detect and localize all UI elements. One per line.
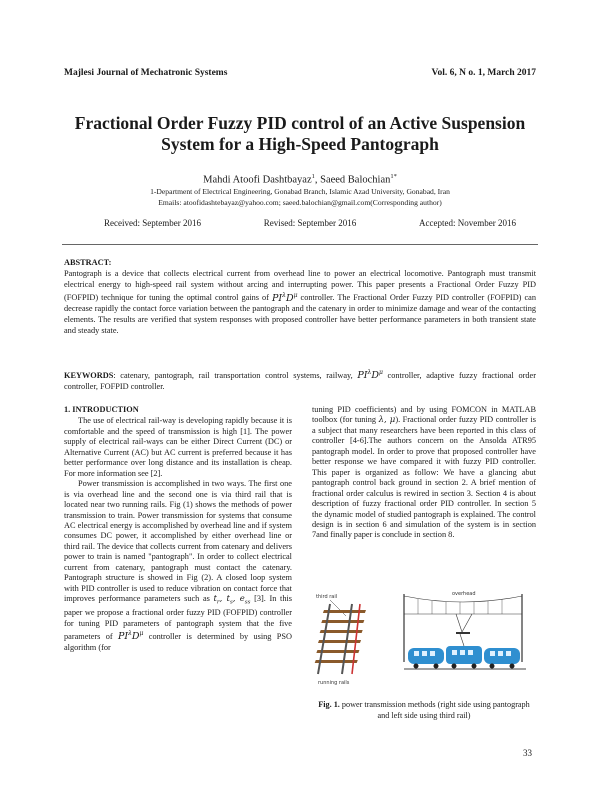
performance-params: $t_r$, $t_s$, $e_{ss}$ <box>213 594 251 606</box>
figure-1 <box>312 588 536 688</box>
author-1: Mahdi Atoofi Dashtbayaz <box>203 174 312 186</box>
third-rail-illustration <box>315 594 366 686</box>
affiliation: 1-Department of Electrical Engineering, Gonabad Branch, Islamic Azad University, Gonabad, Iran <box>150 187 450 196</box>
author-emails: Emails: atoofidashtebayaz@yahoo.com; saeed.balochian@gmail.com(Corresponding author) <box>158 198 442 207</box>
keywords <box>64 368 536 393</box>
abstract-heading: ABSTRACT: <box>64 258 112 267</box>
figure-1-illustration <box>312 588 536 688</box>
intro-paragraph-1: The use of electrical rail-way is developing rapidly because it is comfortable and the speed of transmission is high [1]. The power supply of electrical rail-ways can be either Direct Current (DC) or Alternative Current (AC) but AC current is preferred because it has better performance over long distance and its installation is cheap. For more information see [2]. <box>64 416 292 478</box>
keywords-text-2: controller, adaptive fuzzy fractional order controller, FOFPID controller. <box>64 371 536 391</box>
revised-date: Revised: September 2016 <box>263 218 357 228</box>
authors <box>40 173 560 186</box>
accepted-date: Accepted: November 2016 <box>419 218 516 228</box>
author-1-sup: 1 <box>311 173 315 180</box>
running-rails-label: running rails <box>318 680 350 686</box>
page-number: 33 <box>523 748 532 758</box>
dates-row <box>104 218 516 228</box>
third-rail-label: third rail <box>316 594 338 600</box>
author-2-sup: 1* <box>390 173 397 180</box>
author-2: , Saeed Balochian <box>314 174 391 186</box>
column-right <box>312 405 536 541</box>
paper-title <box>40 113 560 155</box>
received-date: Received: September 2016 <box>104 218 201 228</box>
abstract-text-1: Pantograph is a device that collects electrical current from overhead line to power an electrical locomotive. Pantograph must transmit electrical energy to high-speed rail system without arcing and interrupting power. This paper presents a Fractional Order Fuzzy PID (FOFPID) technique for tuning the optimal control gains of <box>64 268 536 303</box>
figure-1-caption <box>312 700 536 721</box>
overhead-illustration <box>404 591 526 669</box>
column-left <box>64 405 292 653</box>
figure-1-caption-text: power transmission methods (right side using pantograph and left side using third rail) <box>339 700 530 720</box>
journal-name: Majlesi Journal of Mechatronic Systems <box>64 68 228 78</box>
running-head <box>64 68 536 78</box>
title-line-2: System for a High-Speed Pantograph <box>161 134 439 154</box>
issue-info: Vol. 6, N o. 1, March 2017 <box>431 68 536 78</box>
title-line-1: Fractional Order Fuzzy PID control of an Active Suspension <box>74 113 526 133</box>
keywords-text-1: : catenary, pantograph, rail transportation control systems, railway, <box>113 371 358 381</box>
intro-paragraph-2: Power transmission is accomplished in two ways. The first one is via overhead line and the second one is via third rail that is located near two running rails. Fig (1) shows the methods of power transmission to train. Power transmission for systems that consume AC electrical energy is accomplished by overhead line and if system consumes DC power, it accomplished by either overhead line or third rail. The device that collects current from catenary and delivers power to train is named "pantograph". In order to collect electrical current from catenary, pantograph must contact the catenary. Pantograph structure is showed in Fig (2). A closed loop system with PID controller is used to reduce vibration on contact force that improves performance parameters such as $t_r$, $t_s$, $e_{ss}$ [3]. In this paper we propose a fractional order fuzzy PID (FOFPID) controller for tuning PID parameters of pantograph system that the five parameters of $PI^\lambda D^\mu$ controller is determined by using PSO algorithm (for <box>64 479 292 652</box>
abstract-text-2: controller. The Fractional Order Fuzzy PID controller (FOFPID) can decrease rapidly the contact force variation between the pantograph and the catenary in order to minimize damage and wear of the contacting elements. The results are verified that system responses with proposed controller have better performance parameters in both transient state and steady state. <box>64 293 536 335</box>
pid-formula-kw: $PI^\lambda D^\mu$ <box>357 369 383 382</box>
fractional-params: λ, μ <box>378 415 396 426</box>
divider-rule <box>62 244 538 245</box>
abstract <box>64 258 536 337</box>
pid-formula-body: $PI^\lambda D^\mu$ <box>117 630 144 643</box>
keywords-heading: KEYWORDS <box>64 371 114 381</box>
pid-formula: $PI^\lambda D^\mu$ <box>272 291 298 304</box>
overhead-label: overhead <box>452 591 476 597</box>
section-heading-intro: 1. INTRODUCTION <box>64 405 139 414</box>
figure-1-label: Fig. 1. <box>318 700 340 709</box>
intro-paragraph-3: tuning PID coefficients) and by using FOMCON in MATLAB toolbox (for tuning λ, μ). Fractional order fuzzy PID controller is a subject that many researchers have been reported in this class of controller [4-6].The authors concern on the Ansolda ATR95 pantograph model. In order to prove that proposed controller have better response we have compared it with fuzzy PID controller. This paper is organized as follow: We have a glancing abut pantograph control back ground in section 2. A brief mention of fractional order calculus is rewired in section 3. Section 4 is about description of fuzzy fractional order PID controller. In section 5 the dynamic model of studied pantograph is explained. The control design is in section 6 and simulation of the system is in section 7and finally paper is conclude in section 8. <box>312 405 536 540</box>
